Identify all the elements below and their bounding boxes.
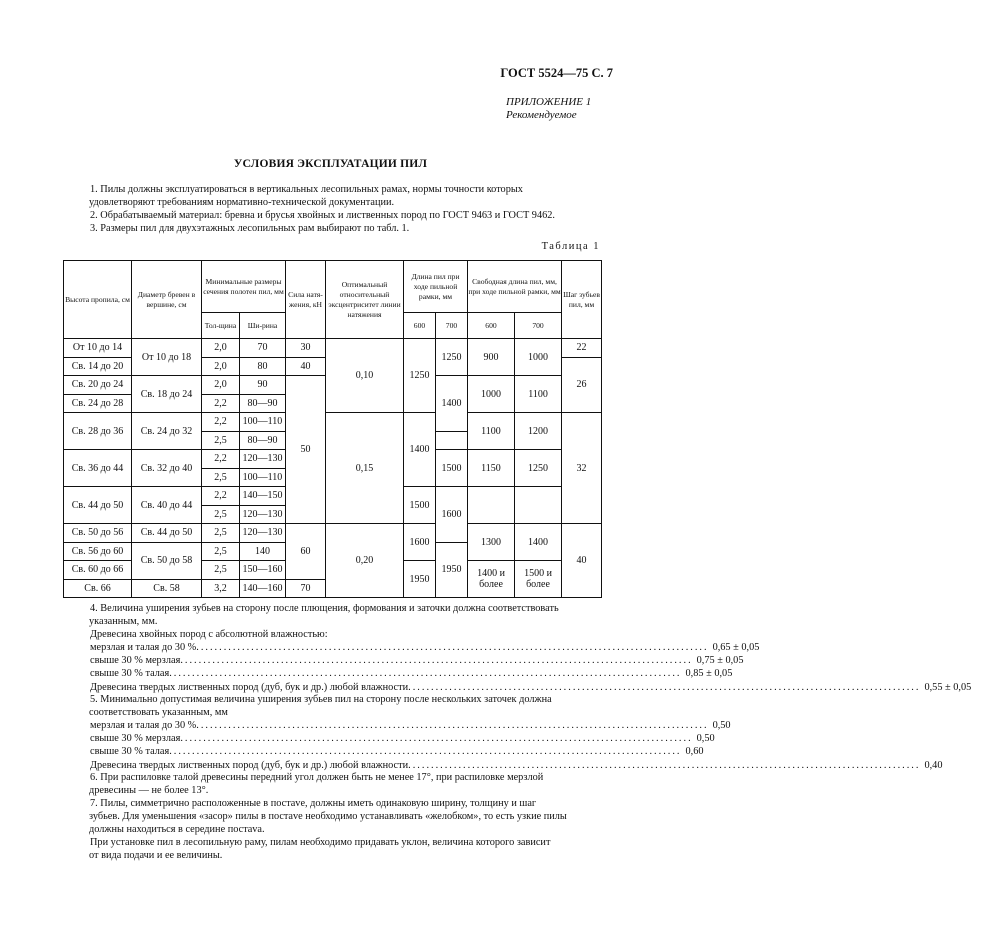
list-item: мерзлая и талая до 30 % ................................................................................................................ 0,65 ± 0,05: [90, 642, 760, 653]
table-row: Св. 60 до 66 2,5 150—160 1950 1400 и более 1500 и более: [64, 561, 602, 580]
list-item: мерзлая и талая до 30 % ................................................................................................................ 0,50: [90, 720, 731, 731]
table-row: Св. 50 до 56 Св. 44 до 50 2,5 120—130 60 0,20 1600 1300 1400 40: [64, 524, 602, 543]
paragraph-3: 3. Размеры пил для двухэтажных лесопильных рам выбирают по табл. 1.: [90, 223, 410, 234]
list-item: свыше 30 % талая ................................................................................................................ 0,60: [90, 746, 704, 758]
saw-dimensions-table: [63, 260, 602, 598]
standard-code: ГОСТ 5524—75 С. 7: [500, 66, 613, 80]
list-item: свыше 30 % мерзлая ................................................................................................................ 0,50: [90, 733, 715, 745]
header-free-600: 600: [468, 313, 515, 339]
appendix-title: ПРИЛОЖЕНИЕ 1: [506, 96, 592, 108]
section-7: 7. Пилы, симметрично расположенные в постave, должны иметь одинаковую ширину, толщину и шаг зубьев. Для уменьшения «засор» пилы в постave необходимо устанавливать «желобком», то есть узкие пилы должны находиться в середине постava.: [89, 798, 567, 836]
paragraph-1: [90, 183, 600, 209]
paragraph-1-line-b: удовлетворяют требованиям нормативно-технической документации.: [89, 197, 395, 209]
table-caption: Таблица 1: [541, 241, 600, 252]
header-min-sizes: Минимальные размеры сечения полотен пил, мм: [202, 261, 286, 313]
header-pitch: Шаг зубьев пил, мм: [562, 261, 602, 339]
section-4-sub: Древесина хвойных пород с абсолютной влажностью:: [90, 629, 328, 640]
appendix-note: Рекомендуемое: [506, 109, 577, 121]
section-4-intro: 4. Величина уширения зубьев на сторону после плющения, формования и заточки должна соответствовать указанным, мм.: [89, 603, 559, 628]
table-row: От 10 до 14 От 10 до 18 2,0 70 30 0,10 1250 1250 900 1000 22: [64, 339, 602, 358]
section-5-intro: 5. Минимально допустимая величина уширения зубьев пил на сторону после нескольких заточек должна соответствовать указанным, мм: [89, 694, 552, 719]
header-height: Высота пропила, см: [64, 261, 132, 339]
header-tension: Сила натя-жения, кН: [286, 261, 326, 339]
section-6: 6. При распиловке талой древесины передний угол должен быть не менее 17°, при распиловке мерзлой древесины — не более 13°.: [89, 772, 544, 797]
table-row: 2,5 120—130: [64, 505, 602, 524]
list-item: Древесина твердых лиственных пород (дуб, бук и др.) любой влажности ................................................................................................................ 0,55 ± 0,05: [90, 681, 972, 693]
header-free-700: 700: [515, 313, 562, 339]
table-row: Св. 20 до 24 Св. 18 до 24 2,0 90 50 1400 1000 1100: [64, 376, 602, 395]
section-4-list: [90, 641, 972, 694]
table-row: 2,5 100—110: [64, 468, 602, 487]
header-length-700: 700: [436, 313, 468, 339]
section-5-list: [90, 719, 943, 772]
paragraph-2: 2. Обрабатываемый материал: бревна и брусья хвойных и лиственных пород по ГОСТ 9463 и ГОСТ 9462.: [90, 210, 555, 221]
header-length: Длина пил при ходе пильной рамки, мм: [404, 261, 468, 313]
table-row: Св. 56 до 60 Св. 50 до 58 2,5 140 1950: [64, 542, 602, 561]
table-row: Св. 24 до 28 2,2 80—90: [64, 394, 602, 413]
list-item: свыше 30 % мерзлая ................................................................................................................ 0,75 ± 0,05: [90, 655, 744, 667]
section-8: При установке пил в лесопильную раму, пилам необходимо придавать уклон, величина которого зависит от вида подачи и ее величины.: [89, 837, 551, 862]
paragraph-1-line-a: 1. Пилы должны эксплуатироваться в вертикальных лесопильных рамах, нормы точности которых: [90, 184, 523, 195]
table-row: 2,5 80—90: [64, 431, 602, 450]
header-length-600: 600: [404, 313, 436, 339]
list-item: Древесина твердых лиственных пород (дуб, бук и др.) любой влажности ................................................................................................................ 0,40: [90, 759, 943, 771]
page-title: УСЛОВИЯ ЭКСПЛУАТАЦИИ ПИЛ: [233, 158, 428, 170]
list-item: свыше 30 % талая ................................................................................................................ 0,85 ± 0,05: [90, 668, 733, 680]
header-width: Ши-рина: [240, 313, 286, 339]
header-diameter: Диаметр бревен в вершине, см: [132, 261, 202, 339]
table-row: Св. 28 до 36 Св. 24 до 32 2,2 100—110 0,15 1400 1100 1200 32: [64, 413, 602, 432]
table-row: Св. 36 до 44 Св. 32 до 40 2,2 120—130 1500 1150 1250: [64, 450, 602, 469]
header-thickness: Тол-щина: [202, 313, 240, 339]
table-row: Св. 14 до 20 2,0 80 40 26: [64, 357, 602, 376]
header-eccentricity: Оптимальный относительный эксцентриситет линии натяжения: [326, 261, 404, 339]
header-free-length: Свободная длина пил, мм, при ходе пильной рамки, мм: [468, 261, 562, 313]
table-row: Св. 66 Св. 58 3,2 140—160 70: [64, 579, 602, 598]
appendix-label: [506, 96, 591, 122]
table-row: Св. 44 до 50 Св. 40 до 44 2,2 140—150 1500 1600: [64, 487, 602, 506]
